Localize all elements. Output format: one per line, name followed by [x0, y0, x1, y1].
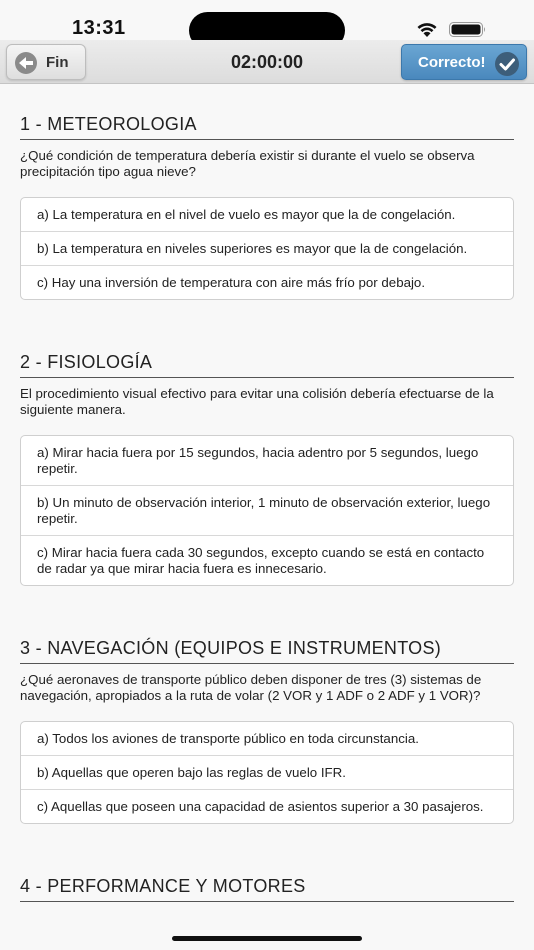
question-4	[20, 876, 514, 902]
correct-button-label: Correcto!	[418, 54, 486, 71]
question-text: El procedimiento visual efectivo para evitar una colisión debería efectuarse de la siguiente manera.	[20, 386, 494, 417]
question-3	[20, 638, 514, 824]
answer-options	[20, 435, 514, 586]
question-title: 1 - METEOROLOGIA	[20, 114, 514, 140]
answer-option-b[interactable]: b) Aquellas que operen bajo las reglas de vuelo IFR.	[21, 756, 513, 790]
exam-timer: 02:00:00	[230, 52, 304, 72]
answer-option-a[interactable]: a) La temperatura en el nivel de vuelo es mayor que la de congelación.	[21, 198, 513, 232]
answer-option-c[interactable]: c) Aquellas que poseen una capacidad de asientos superior a 30 pasajeros.	[37, 799, 484, 814]
answer-option-c[interactable]: c) Hay una inversión de temperatura con aire más frío por debajo.	[37, 275, 426, 290]
status-bar	[0, 0, 534, 40]
answer-options	[20, 197, 514, 300]
question-title: 2 - FISIOLOGÍA	[20, 352, 514, 378]
question-title: 3 - NAVEGACIÓN (EQUIPOS E INSTRUMENTOS)	[20, 638, 514, 664]
answer-options	[20, 721, 514, 824]
question-title: 4 - PERFORMANCE Y MOTORES	[20, 876, 514, 902]
answer-option-c[interactable]: c) Mirar hacia fuera cada 30 segundos, excepto cuando se está en contacto de radar ya que mirar hacia fuera es innecesario.	[37, 545, 485, 576]
correct-button[interactable]	[401, 44, 527, 80]
question-text: ¿Qué condición de temperatura debería existir si durante el vuelo se observa precipitación tipo agua nieve?	[20, 148, 475, 179]
wifi-icon	[415, 20, 439, 38]
question-text: ¿Qué aeronaves de transporte público deben disponer de tres (3) sistemas de navegación, apropiados a la ruta de volar (2 VOR y 1 ADF o 2 ADF y 1 VOR)?	[20, 672, 482, 703]
answer-option-b[interactable]: b) Un minuto de observación interior, 1 minuto de observación exterior, luego repetir.	[21, 486, 513, 536]
battery-icon	[449, 22, 487, 37]
answer-option-a[interactable]: a) Todos los aviones de transporte público en toda circunstancia.	[21, 722, 513, 756]
question-list	[20, 114, 514, 950]
home-indicator[interactable]	[172, 936, 362, 941]
back-button-label: Fin	[46, 54, 69, 71]
navigation-toolbar	[0, 40, 534, 84]
answer-option-a[interactable]: a) Mirar hacia fuera por 15 segundos, hacia adentro por 5 segundos, luego repetir.	[21, 436, 513, 486]
status-time: 13:31	[72, 17, 126, 39]
question-1	[20, 114, 514, 300]
question-2	[20, 352, 514, 586]
checkmark-icon	[495, 52, 519, 76]
answer-option-b[interactable]: b) La temperatura en niveles superiores es mayor que la de congelación.	[21, 232, 513, 266]
